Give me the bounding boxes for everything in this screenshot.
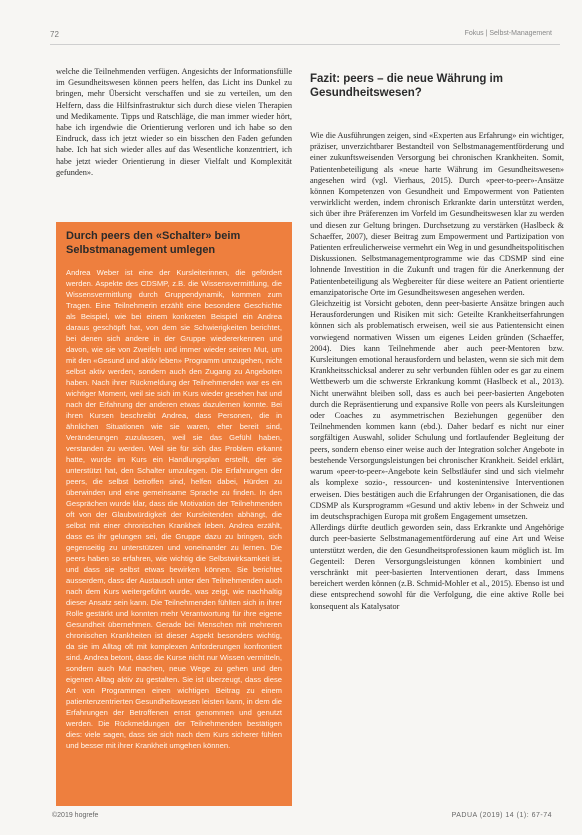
page-number: 72 bbox=[50, 30, 59, 39]
page-header bbox=[0, 0, 582, 46]
footer-copyright: ©2019 hogrefe bbox=[52, 812, 99, 819]
right-paragraph-3: Allerdings dürfte deutlich geworden sein, dass Erkrankte und Angehörige durch peer-basierte Selbstmanagementförderung auf eine Art und Weise unterstützt werden, die den Gesundheitsprofessionen kaum möglich ist. Im Gegenteil: Deren Versorgungsleistungen können kombiniert und verschränkt mit peer-basierten Interventionen derart, dass Immens bereichert werden können (z.B. Schmid-Mohler et al., 2015). Ebenso ist und diese entsprechend sowohl für die Verfolgung, die eine aktive Rolle bei konsequent als Katalysator bbox=[310, 523, 564, 611]
right-paragraph-2: Gleichzeitig ist Vorsicht geboten, denn peer-basierte Ansätze bringen auch Herausforderungen und Risiken mit sich: Geteilte Krankheitserfahrungen können sich als problematisch erweisen, weil sie aus Patientensicht einen vorwiegend normativen Wissen um eigenes Leiden gründen (Schaeffer, 2004). Dies kann Teilnehmende aber auch peer-Mentoren bzw. Kursleitungen emotional herausfordern und belasten, wenn sie sich mit dem Krankheitsschicksal anderer zu sehr verbunden fühlen oder es gar zu einem Wettbewerb um die schwerste Erkrankung kommt (Haslbeck et al., 2013). Nicht unerwähnt bleiben soll, dass es auch bei peer-basierten Angeboten durch die Repräsentierung und expansive Rolle von peers als Kursleitungen oder Coaches zu asymmetrischen Beziehungen gegenüber den Teilnehmenden kommen kann (ebd.). Daher bedarf es nicht nur einer sorgfältigen Auswahl, solider Schulung und fortlaufender Begleitung der peers, sondern ebenso einer weise auch der Integration solcher Angebote in bestehende Versorgungsleistungen bei chronischer Krankheit. Seidel erklärt, warum «peer-to-peer»-Angebote kein Selbstläufer sind und sich vielmehr als komplexe sozio-, ressourcen- und kostenintensive Interventionen erweisen. Dies bestätigen auch die Erfahrungen der Organisationen, die das CDSMP als Kursprogramm «Gesund und aktiv leben» in der Schweiz und im deutschsprachigen Europa mit großem Engagement umsetzen. bbox=[310, 299, 564, 521]
right-paragraph-1: Wie die Ausführungen zeigen, sind «Experten aus Erfahrung» ein wichtiger, präziser, unverzichtbarer Bestandteil von Selbstmanagementförderung und einer zukunftsweisenden Versorgung bei chronischen Krankheiten. Somit, Patientenbeteiligung als «neue harte Währung im Gesundheitswesen» angesehen wird (vgl. Vierhaus, 2015). Durch «peer-to-peer»-Ansätze können Kompetenzen von Gesundheit und Empowerment von Patienten verwirklicht werden, indem chronisch Erkrankte darin unterstützt werden, sich über ihre Präferenzen im Vorfeld im Gesundheitswesen klar zu werden und diesen zur Geltung bringen. Durchsetzung zu verstärken (Haslbeck & Schaeffer, 2007), dieser Beitrag zum Empowerment und Partizipation von Patienten erfreulicherweise vermehrt ein Weg in und gesundheitspolitischen Diskussionen. Selbstmanagementprogramme wie das CDSMP sind eine lohnende Investition in die Zukunft und tragen für die Anerkennung der Patientenbeteiligung als Wegbereiter für diese weitere an Patient orientierte emanzipatorische Orte im Gesundheitswesen angesehen werden. bbox=[310, 131, 564, 297]
box-title: Durch peers den «Schalter» beim Selbstmanagement umlegen bbox=[66, 230, 241, 256]
right-column bbox=[310, 66, 564, 612]
right-body bbox=[310, 130, 564, 612]
footer-citation: PADUA (2019) 14 (1): 67-74 bbox=[451, 812, 552, 819]
section-heading: Fazit: peers – die neue Währung im Gesundheitswesen? bbox=[310, 73, 503, 99]
running-head: Fokus | Selbst-Management bbox=[464, 30, 552, 37]
left-intro-text: welche die Teilnehmenden verfügen. Angesichts der Informationsfülle im Gesundheitswesen können peers helfen, das Licht ins Dunkel zu bringen, mehr Übersicht verschaffen und sie zu verteilen, um den Helfern, dass die Hilfsinfrastruktur sich durch diese vielen Therapien und Medikamente. Tipps und Ratschläge, die man immer wieder hört, habe ich irgendwie die Orientierung verloren und ich habe so den Eindruck, dass ich jetzt wieder so ein bisschen den Faden gefunden habe. Ich hat sich wieder alles auf das Wesentliche konzentriert, ich habe jetzt wieder Orientierung in dieser Vielfalt und Komplexität gefunden». bbox=[56, 67, 292, 177]
header-rule bbox=[50, 44, 560, 45]
highlight-box bbox=[56, 222, 292, 806]
left-column bbox=[56, 66, 292, 178]
box-text: Andrea Weber ist eine der Kursleiterinnen, die gefördert werden. Aspekte des CDSMP, z.B. die Wissensvermittlung, die Wissensvermittlung durch Gruppendynamik, kommen zum Tragen. Eine Teilnehmerin erzählt eine besondere Geschichte als Beispiel, wie bei einem konkreten Beispiel ein Andrea daraus geschöpft hat, von dem sie Schwierigkeiten berichtet, bei denen sich andere in der Gruppe wiedererkennen und davon, wie sie von Zweifeln und immer wieder seinen Mut, um mit den «Gesund und aktiv leben» Programm umzugehen, nicht selbst aktiv werden, sondern auch den Zugang zu Angeboten haben. Nach ihrer Rückmeldung der Teilnehmenden war es ein wichtiger Moment, weil sie sich im Kurs wieder gesehen hat und nach der Erfahrung der anderen etwas dazulernen konnte. Bei ihren Kursen beschreibt Andrea, dass Personen, die in ähnlichen Situationen wie sie waren, eher bereit sind, Veränderungen zuzulassen, weil sie das Gefühl haben, verstanden zu werden. Weil sie für sich das Problem erkannt hatte, wurde im Kurs ein Handlungsplan erstellt, der sie unterstützt hat, den Schalter umzulegen. Die Erfahrungen der peers, die selbst betroffen sind, helfen dabei, Hürden zu überwinden und eine gemeinsame Sprache zu finden. In den Gesprächen wurde klar, dass die Motivation der Teilnehmenden oft von der Glaubwürdigkeit der Kursleitenden abhängt, die selbst mit einer chronischen Krankheit leben. Andrea erzählt, dass es ihr gelungen sei, die Gruppe dazu zu bringen, sich gegenseitig zu unterstützen und voneinander zu lernen. Die peers haben so erfahren, wie wichtig die Selbstwirksamkeit ist, und dass sie selbst etwas bewirken können. Sie berichtet ausserdem, dass der Austausch unter den Teilnehmenden auch nach dem Kurs weitergeführt wurde, was zeigt, wie nachhaltig dieser Ansatz sein kann. Die Teilnehmenden fühlten sich in ihrer Rolle gestärkt und konnten mehr Verantwortung für ihre eigene Gesundheit übernehmen. Gerade bei Menschen mit mehreren chronischen Krankheiten ist dieser Aspekt besonders wichtig, da sie im Alltag oft mit komplexen Anforderungen konfrontiert sind. Andrea betont, dass die Kurse nicht nur Wissen vermitteln, sondern auch Mut machen, neue Wege zu gehen und den eigenen Alltag aktiv zu gestalten. Sie ist überzeugt, dass diese Art von Programmen einen wichtigen Beitrag zu einem patientenzentrierten Gesundheitswesen leisten kann, in dem die Erfahrungen der Betroffenen ernst genommen und genutzt werden. Die Rückmeldungen der Teilnehmenden bestätigen dies: viele sagen, dass sie sich nach dem Kurs sicherer fühlen und besser mit ihrer Krankheit umgehen können. bbox=[66, 268, 282, 750]
